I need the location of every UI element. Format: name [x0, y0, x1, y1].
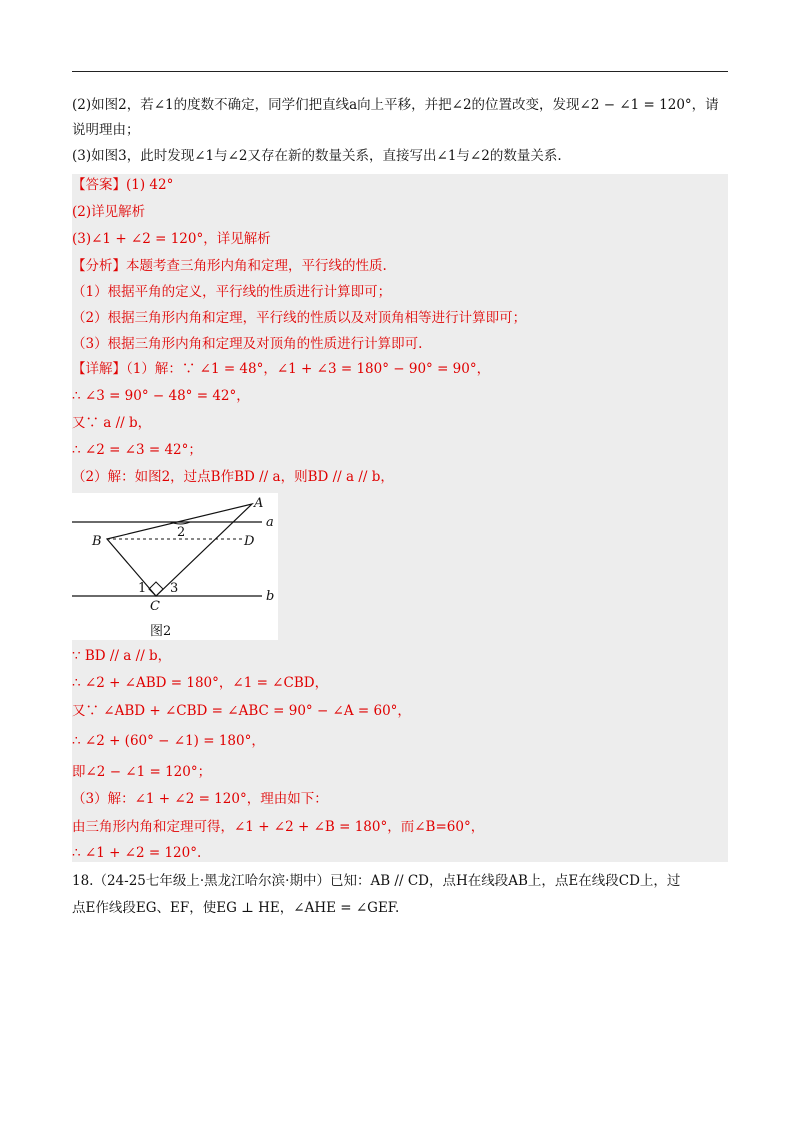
- figure-2-diagram: [72, 493, 278, 640]
- label-angle-2: 2: [177, 525, 186, 540]
- detail-step1-line: [72, 358, 728, 380]
- analysis-intro: 本题考查三角形内角和定理，平行线的性质.: [126, 258, 387, 274]
- figure-2: [72, 493, 278, 640]
- q2-text-line2: 说明理由；: [72, 122, 140, 138]
- analysis-point1: （1）根据平角的定义，平行线的性质进行计算即可；: [72, 284, 392, 300]
- header-rule: [72, 71, 728, 72]
- answer-part1: (1) 42°: [126, 177, 174, 193]
- detail-step10: 即∠2 − ∠1 = 120°；: [72, 764, 212, 780]
- analysis-intro-line: [72, 255, 728, 277]
- detail-step7: ∴ ∠2 + ∠ABD = 180°，∠1 = ∠CBD，: [72, 675, 329, 691]
- q3-text: (3)如图3，此时发现∠1与∠2又存在新的数量关系，直接写出∠1与∠2的数量关系.: [72, 148, 562, 164]
- detail-step5: （2）解：如图2，过点B作BD // a，则BD // a // b，: [72, 469, 394, 485]
- q18-text-line2: 点E作线段EG、EF，使EG ⊥ HE，∠AHE = ∠GEF.: [72, 900, 400, 916]
- label-A: A: [254, 496, 264, 511]
- right-angle-mark: [149, 582, 163, 596]
- label-C: C: [150, 599, 160, 614]
- detail-step12: 由三角形内角和定理可得，∠1 + ∠2 + ∠B = 180°，而∠B=60°，: [72, 819, 485, 835]
- detail-step1: （1）解：∵ ∠1 = 48°，∠1 + ∠3 = 180° − 90° = 90°，: [126, 361, 491, 377]
- triangle-abc: [107, 504, 252, 596]
- label-b: b: [266, 589, 275, 604]
- detail-step11: （3）解：∠1 + ∠2 = 120°，理由如下：: [72, 791, 328, 807]
- detail-step9: ∴ ∠2 + (60° − ∠1) = 180°，: [72, 733, 265, 749]
- label-angle-3: 3: [170, 581, 179, 596]
- q18-text-line1: 18.（24-25七年级上·黑龙江哈尔滨·期中）已知：AB // CD，点H在线段AB上，点E在线段CD上，过: [72, 873, 681, 889]
- answer-line1: [72, 174, 728, 196]
- label-a: a: [266, 515, 274, 530]
- figure-caption: 图2: [150, 624, 172, 639]
- label-B: B: [92, 534, 102, 549]
- label-D: D: [244, 534, 255, 549]
- detail-step6: ∵ BD // a // b，: [72, 648, 172, 664]
- detail-step3: 又∵ a // b，: [72, 415, 152, 431]
- detail-step2: ∴ ∠3 = 90° − 48° = 42°，: [72, 388, 250, 404]
- answer-tag: 【答案】: [72, 177, 126, 193]
- analysis-point3: （3）根据三角形内角和定理及对顶角的性质进行计算即可.: [72, 336, 423, 352]
- answer-part2: (2)详见解析: [72, 204, 146, 220]
- analysis-point2: （2）根据三角形内角和定理，平行线的性质以及对顶角相等进行计算即可；: [72, 310, 527, 326]
- detail-tag: 【详解】: [72, 361, 126, 377]
- detail-step13: ∴ ∠1 + ∠2 = 120°.: [72, 845, 202, 861]
- detail-step4: ∴ ∠2 = ∠3 = 42°；: [72, 442, 202, 458]
- q2-text-line1: (2)如图2，若∠1的度数不确定，同学们把直线a向上平移，并把∠2的位置改变，发现∠2 − ∠1 = 120°，请: [72, 97, 719, 113]
- detail-step8: 又∵ ∠ABD + ∠CBD = ∠ABC = 90° − ∠A = 60°，: [72, 703, 411, 719]
- answer-part3: (3)∠1 + ∠2 = 120°，详见解析: [72, 231, 271, 247]
- analysis-tag: 【分析】: [72, 258, 126, 274]
- label-angle-1: 1: [138, 581, 147, 596]
